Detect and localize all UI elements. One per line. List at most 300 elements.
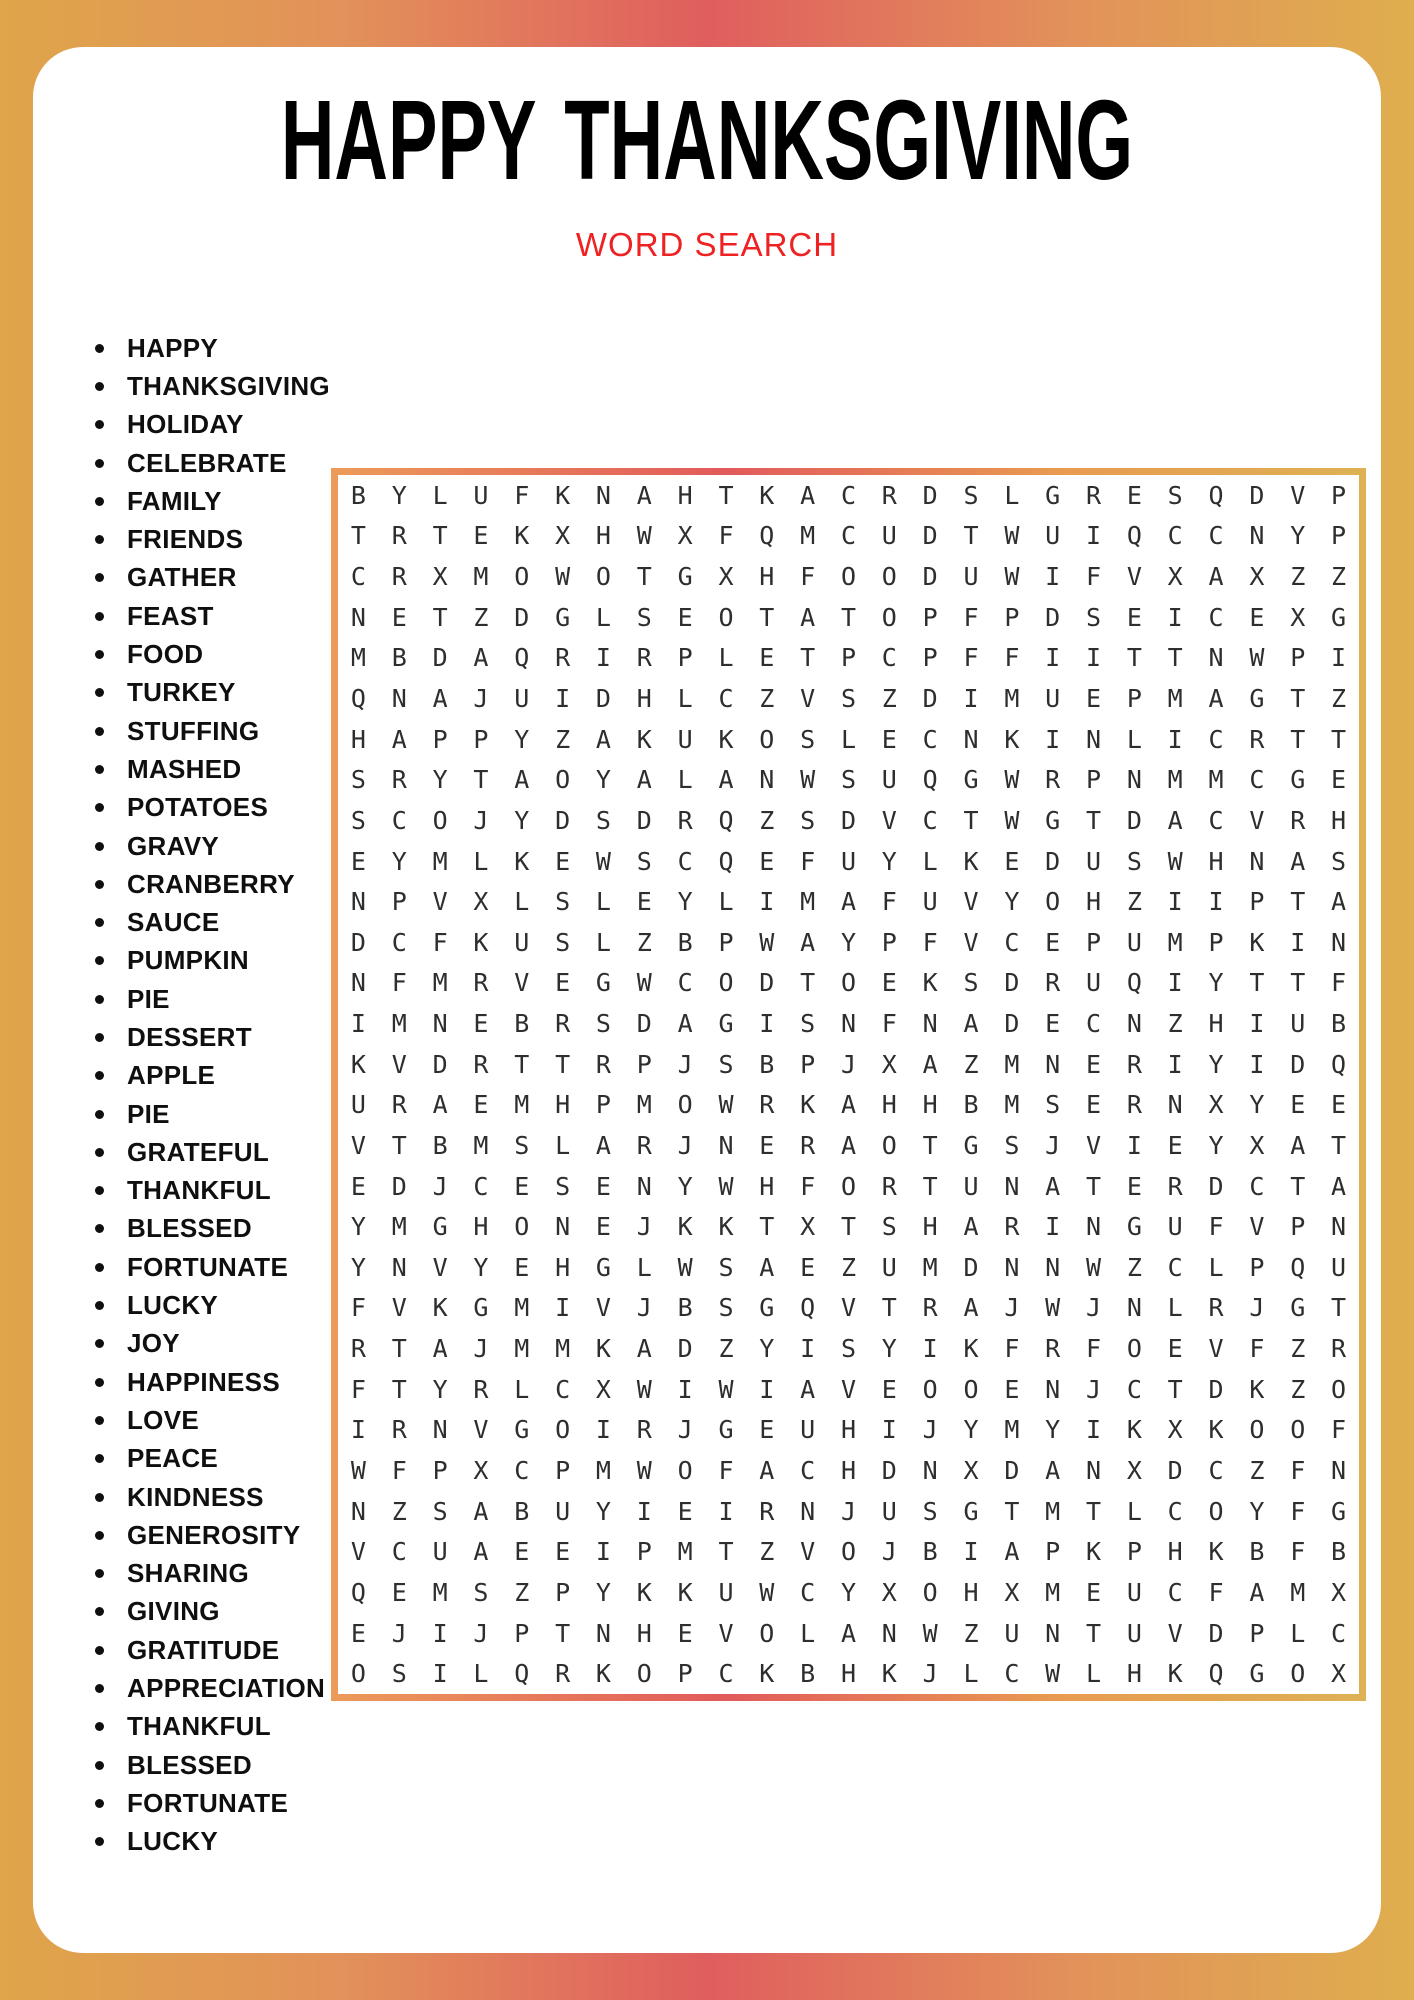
grid-letter: M [1004,1090,1020,1120]
grid-letter: L [595,887,611,917]
grid-letter: X [963,1456,979,1485]
grid-letter: U [840,846,857,876]
grid-letter: Y [514,724,530,754]
grid-letter: E [1126,480,1142,510]
grid-letter: C [881,643,897,673]
grid-letter: Y [432,765,448,795]
grid-letter: C [555,1374,571,1404]
grid-letter: X [1167,562,1183,592]
grid-letter: Q [1331,1049,1347,1079]
grid-letter: P [1290,643,1306,673]
grid-letter: O [718,968,734,998]
grid-letter: I [1290,927,1306,957]
grid-letter: C [718,683,734,713]
grid-letter: A [840,1130,857,1160]
word-list-item [95,942,330,980]
grid-letter: S [963,480,979,510]
grid-letter: X [677,521,693,551]
grid-letter: I [922,1334,938,1364]
grid-letter: F [1086,1334,1102,1364]
grid-letter: U [432,1537,448,1567]
grid-letter: P [922,602,938,632]
grid-letter: V [963,887,979,917]
grid-letter: H [473,1212,489,1242]
grid-letter: O [840,1171,857,1201]
grid-letter: D [1004,1456,1020,1485]
grid-letter: H [1086,887,1102,917]
grid-letter: R [1290,805,1306,835]
grid-letter: Y [677,1171,693,1201]
grid-letter: E [677,602,693,632]
grid-letter: M [391,1212,407,1242]
grid-letter: H [1331,805,1347,835]
grid-letter: Q [1290,1252,1306,1282]
grid-letter: A [840,887,857,917]
grid-letter: N [1249,521,1265,551]
grid-letter: N [555,1212,571,1242]
grid-letter: K [759,480,775,510]
grid-letter: R [473,1374,489,1404]
grid-letter: S [473,1577,489,1607]
grid-letter: K [800,1090,816,1120]
word-label: FORTUNATE [127,1787,289,1818]
word-label: BLESSED [127,1213,252,1244]
grid-letter: R [636,643,652,673]
grid-letter: O [636,1659,652,1689]
grid-letter: I [963,683,979,713]
word-list-item [95,674,330,712]
grid-letter: H [840,1415,857,1445]
grid-letter: Z [1249,1456,1265,1485]
grid-letter: E [1290,1090,1306,1120]
grid-letter: O [840,562,857,592]
grid-letter: D [636,805,652,835]
grid-letter: X [473,1456,489,1485]
grid-letter: A [1331,887,1347,917]
grid-letter: Q [1208,1659,1224,1689]
grid-letter: Z [963,1618,979,1648]
grid-letter: U [514,927,530,957]
grid-letter: N [1126,765,1142,795]
grid-letter: I [1249,1009,1265,1039]
grid-letter: N [1331,1456,1347,1485]
grid-letter: E [1004,846,1020,876]
bullet-icon [95,1148,104,1157]
grid-letter: N [1086,1212,1102,1242]
grid-letter: T [1086,1496,1102,1526]
grid-letter: I [1167,602,1183,632]
grid-letter: G [514,1415,530,1445]
grid-letter: Y [881,1334,897,1364]
grid-letter: K [350,1049,366,1079]
grid-letter: F [963,602,979,632]
grid-letter: G [432,1212,448,1242]
grid-letter: C [514,1456,530,1485]
grid-letter: V [514,968,530,998]
grid-letter: P [432,724,448,754]
grid-letter: N [881,1618,897,1648]
grid-letter: H [677,480,693,510]
grid-letter: R [1208,1293,1224,1323]
grid-letter: Z [963,1049,979,1079]
grid-letter: S [718,1293,734,1323]
grid-letter: J [1045,1130,1061,1160]
grid-letter: D [595,683,611,713]
grid-letter: E [473,1090,489,1120]
grid-letter: C [800,1456,816,1485]
grid-letter: J [473,683,489,713]
grid-letter: X [1331,1577,1347,1607]
grid-letter: F [718,1456,734,1485]
grid-letter: U [1086,968,1102,998]
grid-letter: K [1249,927,1265,957]
grid-letter: O [677,1456,693,1485]
grid-letter: I [1167,724,1183,754]
grid-letter: D [963,1252,979,1282]
grid-letter: D [1126,805,1142,835]
grid-letter: N [432,1009,448,1039]
grid-letter: P [595,1090,611,1120]
word-label: GATHER [127,562,237,593]
word-label: JOY [127,1328,180,1359]
word-list-item [95,1593,330,1631]
grid-letter: H [922,1090,938,1120]
grid-letter: Z [514,1577,530,1607]
grid-letter: I [1045,1212,1061,1242]
grid-letter: Y [473,1252,489,1282]
grid-letter: A [595,1130,611,1160]
grid-letter: A [840,1090,857,1120]
word-label: FOOD [127,639,204,670]
grid-letter: W [922,1618,938,1648]
grid-letter: Z [1331,683,1347,713]
grid-letter: X [595,1374,611,1404]
page-title: HAPPY THANKSGIVING [280,76,1134,204]
grid-letter: L [636,1252,652,1282]
grid-letter: O [881,602,897,632]
word-list-item [95,559,330,597]
grid-letter: A [432,1334,448,1364]
grid-letter: M [473,562,489,592]
grid-letter: G [595,1252,611,1282]
grid-letter: O [963,1374,979,1404]
grid-letter: B [1331,1009,1347,1039]
word-list-item [95,827,330,865]
grid-letter: W [1004,765,1020,795]
bullet-icon [95,497,104,506]
grid-letter: H [881,1090,897,1120]
grid-letter: F [1290,1456,1306,1485]
grid-letter: K [1086,1537,1102,1567]
grid-letter: O [881,1130,897,1160]
grid-letter: T [555,1618,571,1648]
grid-letter: D [1004,968,1020,998]
grid-letter: K [1004,724,1020,754]
grid-letter: H [1208,846,1224,876]
grid-letter: G [718,1415,734,1445]
grid-letter: S [840,765,857,795]
grid-letter: E [677,1496,693,1526]
word-label: FAMILY [127,485,222,516]
grid-letter: P [391,887,407,917]
grid-letter: P [1045,1537,1061,1567]
word-label: PIE [127,1098,170,1129]
grid-letter: R [1086,480,1102,510]
grid-letter: G [555,602,571,632]
grid-letter: Y [595,765,611,795]
grid-letter: J [473,1334,489,1364]
grid-letter: Y [1208,968,1224,998]
word-list-item [95,712,330,750]
word-label: STUFFING [127,715,260,746]
grid-letter: E [1086,1577,1102,1607]
grid-letter: D [1004,1009,1020,1039]
grid-letter: J [473,1618,489,1648]
grid-letter: C [1167,1252,1183,1282]
grid-letter: Z [759,805,775,835]
grid-letter: P [636,1537,652,1567]
word-label: PIE [127,983,170,1014]
grid-letter: R [881,1171,897,1201]
grid-letter: S [636,846,652,876]
grid-letter: J [677,1415,693,1445]
grid-letter: K [718,1212,734,1242]
bullet-icon [95,956,104,965]
grid-letter: D [391,1171,407,1201]
grid-letter: A [1208,683,1224,713]
grid-letter: X [1249,562,1265,592]
grid-letter: P [1126,1537,1142,1567]
grid-letter: Y [1208,1130,1224,1160]
grid-letter: M [595,1456,611,1485]
grid-letter: T [1331,1293,1347,1323]
bullet-icon [95,1033,104,1042]
grid-letter: M [1167,683,1183,713]
grid-letter: G [718,1009,734,1039]
grid-letter: Q [1208,480,1224,510]
grid-letter: D [1249,480,1265,510]
grid-letter: A [473,1537,489,1567]
grid-letter: G [1331,602,1347,632]
grid-letter: A [473,643,489,673]
grid-letter: R [555,643,571,673]
grid-letter: I [759,1374,775,1404]
grid-letter: H [555,1090,571,1120]
grid-letter: L [595,602,611,632]
grid-letter: M [350,643,366,673]
grid-letter: T [1290,1171,1306,1201]
grid-letter: L [473,846,489,876]
grid-letter: Y [1290,521,1306,551]
grid-letter: S [800,724,816,754]
grid-letter: R [677,805,693,835]
grid-letter: K [636,724,652,754]
grid-letter: Q [718,846,734,876]
grid-letter: F [391,968,407,998]
grid-letter: V [800,1537,816,1567]
grid-letter: Q [514,643,530,673]
grid-letter: W [1045,1293,1061,1323]
grid-letter: X [473,887,489,917]
grid-letter: Y [391,480,407,510]
bullet-icon [95,1339,104,1348]
grid-letter: N [840,1009,857,1039]
grid-letter: C [840,521,857,551]
grid-letter: P [881,927,897,957]
grid-letter: J [636,1212,652,1242]
grid-letter: I [432,1659,448,1689]
grid-letter: X [1208,1090,1224,1120]
grid-letter: Z [1290,562,1306,592]
grid-letter: T [922,1171,938,1201]
grid-letter: R [473,1049,489,1079]
grid-letter: N [391,1252,407,1282]
grid-letter: L [595,927,611,957]
grid-letter: W [759,927,775,957]
grid-letter: X [881,1577,897,1607]
grid-letter: U [1126,1577,1142,1607]
word-list-item [95,1823,330,1861]
grid-letter: R [350,1334,366,1364]
bullet-icon [95,1416,104,1425]
grid-letter: W [636,968,652,998]
grid-letter: U [473,480,489,510]
bullet-icon [95,573,104,582]
grid-letter: O [350,1659,366,1689]
grid-letter: Y [595,1496,611,1526]
grid-letter: E [391,1577,407,1607]
grid-letter: G [1249,683,1265,713]
grid-letter: Q [1126,521,1142,551]
grid-letter: L [800,1618,816,1648]
word-label: POTATOES [127,792,269,823]
grid-letter: T [718,480,734,510]
grid-letter: H [636,1618,652,1648]
grid-letter: P [473,724,489,754]
grid-letter: Z [391,1496,407,1526]
grid-letter: E [350,1618,366,1648]
grid-letter: O [759,1618,775,1648]
grid-letter: D [922,562,938,592]
grid-letter: W [677,1252,693,1282]
grid-letter: N [1045,1049,1061,1079]
grid-letter: G [1331,1496,1347,1526]
grid-letter: S [1004,1130,1020,1160]
word-list-item [95,482,330,520]
grid-letter: R [555,1659,571,1689]
grid-letter: P [1249,1618,1265,1648]
grid-letter: M [514,1090,530,1120]
word-label: GRAVY [127,830,220,861]
grid-letter: J [922,1415,938,1445]
grid-letter: W [1249,643,1265,673]
grid-letter: B [677,927,693,957]
grid-letter: X [555,521,571,551]
grid-letter: M [1004,683,1020,713]
grid-letter: K [595,1659,611,1689]
grid-letter: F [1086,562,1102,592]
grid-letter: L [677,765,693,795]
word-list-item [95,1325,330,1363]
grid-letter: V [840,1374,857,1404]
grid-letter: A [922,1049,938,1079]
grid-letter: U [963,1171,979,1201]
grid-letter: C [1249,765,1265,795]
grid-letter: R [555,1009,571,1039]
grid-letter: U [881,1252,897,1282]
grid-letter: R [759,1496,775,1526]
grid-letter: W [718,1171,734,1201]
grid-letter: Y [1045,1415,1061,1445]
subtitle: WORD SEARCH [575,226,839,263]
grid-letter: E [514,1537,530,1567]
word-label: KINDNESS [127,1481,264,1512]
grid-letter: F [514,480,530,510]
grid-letter: U [1086,846,1102,876]
grid-letter: L [555,1130,571,1160]
bullet-icon [95,1071,104,1080]
bullet-icon [95,459,104,468]
word-list-item [95,1669,330,1707]
grid-letter: O [1290,1659,1306,1689]
grid-letter: L [1167,1293,1183,1323]
grid-letter: G [1045,805,1061,835]
grid-letter: N [1126,1293,1142,1323]
grid-letter: O [555,765,571,795]
word-list-item [95,1784,330,1822]
grid-letter: L [1126,724,1142,754]
grid-letter: S [555,887,571,917]
word-label: TURKEY [127,677,236,708]
bullet-icon [95,688,104,697]
grid-letter: X [800,1212,816,1242]
word-list-item [95,597,330,635]
grid-letter: L [1086,1659,1102,1689]
grid-letter: R [922,1293,938,1323]
grid-letter: I [677,1374,693,1404]
grid-letter: G [759,1293,775,1323]
grid-letter: W [555,562,571,592]
grid-letter: I [555,683,571,713]
word-label: GRATITUDE [127,1634,280,1665]
worksheet-card [33,47,1381,1953]
grid-letter: T [1249,968,1265,998]
word-list-item [95,1746,330,1784]
grid-letter: A [1331,1171,1347,1201]
grid-letter: O [840,1537,857,1567]
grid-letter: W [1045,1659,1061,1689]
grid-letter: X [1249,1130,1265,1160]
grid-letter: T [718,1537,734,1567]
grid-letter: I [1167,887,1183,917]
grid-letter: M [677,1537,693,1567]
grid-letter: F [391,1456,407,1485]
grid-letter: X [881,1049,897,1079]
grid-letter: Y [391,846,407,876]
grid-letter: R [391,1415,407,1445]
bullet-icon [95,803,104,812]
word-list-item [95,406,330,444]
grid-letter: B [759,1049,775,1079]
grid-letter: N [1167,1090,1183,1120]
grid-letter: E [1167,1334,1183,1364]
grid-letter: A [1004,1537,1020,1567]
grid-letter: W [759,1577,775,1607]
word-label: GRATEFUL [127,1136,270,1167]
grid-letter: R [1004,1212,1020,1242]
grid-letter: E [350,846,366,876]
grid-letter: S [350,805,366,835]
